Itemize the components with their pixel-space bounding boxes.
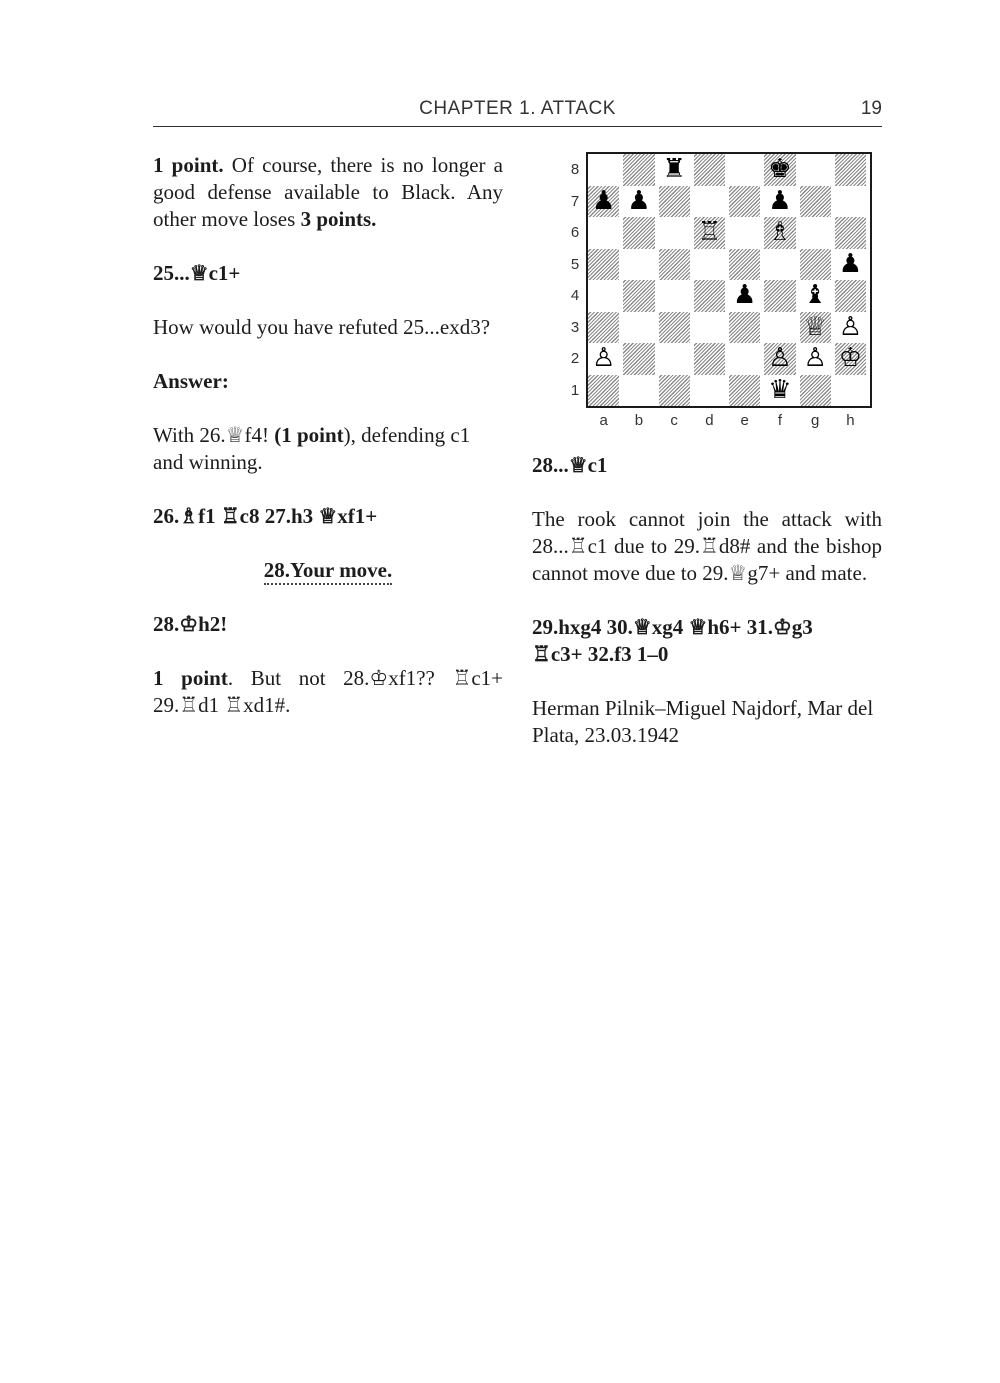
file-label-g: g (810, 412, 820, 429)
move-25-text: 25...♕c1+ (153, 261, 241, 285)
left-column (153, 152, 503, 746)
page-number: 19 (860, 98, 882, 119)
square-b2 (623, 343, 654, 375)
move-28-text: 28.♔h2! (153, 612, 228, 636)
moves-29 (532, 614, 882, 668)
answer-post: ), defending c1 and winning. (153, 423, 471, 474)
square-f5 (764, 249, 795, 281)
square-e2 (729, 343, 760, 375)
question-paragraph: How would you have refuted 25...exd3? (153, 315, 491, 339)
square-d4 (694, 280, 725, 312)
rank-label-4: 4 (570, 287, 580, 304)
square-e6 (729, 217, 760, 249)
square-c4 (659, 280, 690, 312)
square-d8 (694, 154, 725, 186)
chess-board (586, 152, 872, 408)
rank-label-7: 7 (570, 192, 580, 210)
square-c3 (659, 312, 690, 344)
square-d2 (694, 343, 725, 375)
answer-label-text: Answer: (153, 369, 229, 393)
square-f4 (764, 280, 795, 312)
rank-label-3: 3 (570, 318, 580, 336)
piece-f7: ♟ (768, 185, 792, 216)
square-h7 (835, 186, 866, 218)
square-c6 (659, 217, 690, 249)
square-c7 (659, 186, 690, 218)
file-label-a: a (599, 412, 608, 429)
move-28 (153, 611, 503, 638)
square-b4 (623, 280, 654, 312)
file-label-d: d (705, 412, 714, 429)
answer-pre: With 26.♕f4! (153, 423, 275, 447)
square-h4 (835, 280, 866, 312)
page-header (153, 96, 882, 127)
chess-diagram (532, 152, 882, 452)
last-bold: 1 point (153, 666, 228, 690)
piece-f1: ♛ (768, 374, 792, 405)
points-text: Of course, there is no longer a good defense available to Black. Any other move loses (153, 153, 504, 231)
move-25 (153, 260, 503, 287)
square-g5 (800, 249, 831, 281)
square-c1 (659, 375, 690, 407)
square-b3 (623, 312, 654, 344)
square-b6 (623, 217, 654, 249)
rank-label-1: 1 (570, 381, 580, 399)
square-h8 (835, 154, 866, 186)
piece-g3: ♕ (803, 311, 827, 342)
rank-label-8: 8 (570, 161, 580, 178)
square-b5 (623, 249, 654, 281)
answer-paragraph (153, 422, 503, 476)
square-g8 (800, 154, 831, 186)
right-column (532, 152, 882, 776)
piece-h3: ♙ (838, 311, 863, 342)
piece-b7: ♟ (627, 185, 651, 216)
square-e7 (729, 186, 760, 218)
rank-label-5: 5 (570, 255, 580, 273)
square-d5 (694, 249, 725, 281)
square-a6 (588, 217, 619, 249)
points-bold: 1 point. (153, 153, 224, 177)
piece-f2: ♙ (768, 343, 792, 373)
piece-g4: ♝ (803, 280, 827, 310)
piece-h5: ♟ (838, 248, 863, 279)
piece-f6: ♗ (768, 217, 792, 247)
rank-label-6: 6 (570, 224, 580, 241)
piece-d6: ♖ (697, 217, 722, 247)
move-28-black (532, 452, 882, 479)
square-e3 (729, 312, 760, 344)
square-h6 (835, 217, 866, 249)
rook-paragraph: The rook cannot join the attack with 28...♖c1 due to 29.♖d8# and the bishop cannot move due to 29.♕g7+ and mate. (532, 507, 882, 585)
square-a3 (588, 312, 619, 344)
square-d1 (694, 375, 725, 407)
piece-h2: ♔ (838, 343, 863, 373)
file-label-b: b (634, 412, 644, 429)
moves-26 (153, 503, 503, 530)
piece-f8: ♚ (768, 154, 792, 184)
moves-29-line1: 29.hxg4 30.♕xg4 ♕h6+ 31.♔g3 (532, 615, 813, 639)
your-move-text: 28.Your move. (264, 558, 393, 585)
square-c2 (659, 343, 690, 375)
square-a8 (588, 154, 619, 186)
points-bold-2: 3 points. (300, 207, 377, 231)
square-h1 (835, 375, 866, 407)
moves-29-line2: ♖c3+ 32.f3 1–0 (532, 642, 669, 666)
square-d7 (694, 186, 725, 218)
rank-label-2: 2 (570, 350, 580, 367)
chapter-title: CHAPTER 1. ATTACK (419, 98, 616, 119)
piece-a2: ♙ (592, 343, 616, 373)
your-move (153, 557, 503, 584)
last-text: . But not 28.♔xf1?? ♖c1+ 29.♖d1 ♖xd1#. (153, 666, 503, 717)
square-e1 (729, 375, 760, 407)
file-label-e: e (740, 412, 749, 429)
answer-bold: (1 point (274, 423, 344, 447)
file-label-c: c (670, 412, 678, 429)
points-paragraph (153, 152, 503, 233)
answer-label (153, 368, 503, 395)
square-g1 (800, 375, 831, 407)
square-b8 (623, 154, 654, 186)
file-label-h: h (846, 412, 855, 429)
square-d3 (694, 312, 725, 344)
file-label-f: f (777, 412, 782, 429)
piece-a7: ♟ (592, 185, 616, 216)
square-g7 (800, 186, 831, 218)
square-g6 (800, 217, 831, 249)
square-e5 (729, 249, 760, 281)
last-paragraph (153, 665, 503, 719)
square-a5 (588, 249, 619, 281)
piece-c8: ♜ (662, 154, 686, 184)
square-a4 (588, 280, 619, 312)
game-source: Herman Pilnik–Miguel Najdorf, Mar del Plata, 23.03.1942 (532, 696, 874, 747)
move-28-black-text: 28...♕c1 (532, 453, 608, 477)
square-f3 (764, 312, 795, 344)
moves-26-text: 26.♗f1 ♖c8 27.h3 ♕xf1+ (153, 504, 378, 528)
square-c5 (659, 249, 690, 281)
square-e8 (729, 154, 760, 186)
square-b1 (623, 375, 654, 407)
square-a1 (588, 375, 619, 407)
piece-g2: ♙ (803, 343, 827, 373)
piece-e4: ♟ (733, 280, 757, 310)
